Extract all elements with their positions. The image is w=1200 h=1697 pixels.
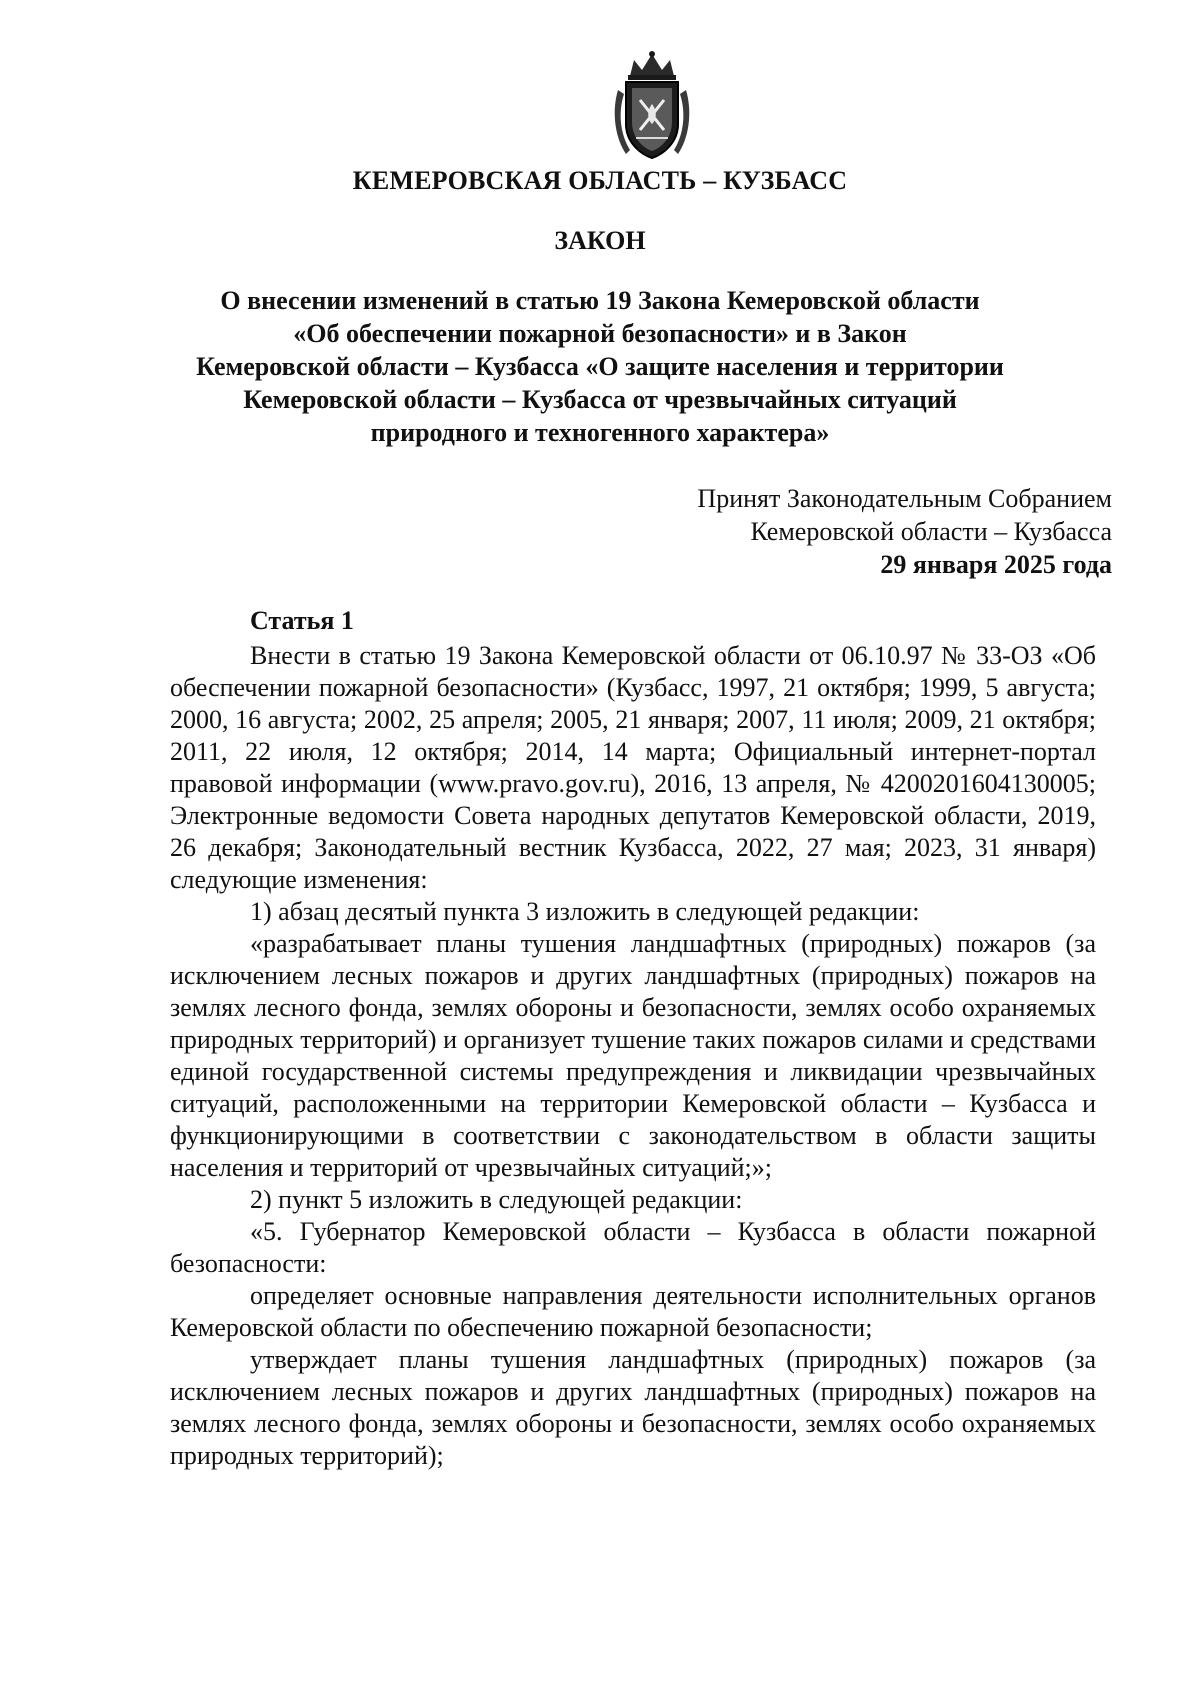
article-body (170, 640, 1096, 1472)
article-paragraph: Внести в статью 19 Закона Кемеровской области от 06.10.97 № 33-ОЗ «Об обеспечении пожарной безопасности» (Кузбасс, 1997, 21 октября; 1999, 5 августа; 2000, 16 августа; 2002, 25 апреля; 2005, 21 января; 2007, 11 июля; 2009, 21 октября; 2011, 22 июля, 12 октября; 2014, 14 марта; Официальный интернет-портал правовой информации (www.pravo.gov.ru), 2016, 13 апреля, № 4200201604130005; Электронные ведомости Совета народных депутатов Кемеровской области, 2019, 26 декабря; Законодательный вестник Кузбасса, 2022, 27 мая; 2023, 31 января) следующие изменения: (170, 641, 1096, 894)
article-paragraph: «5. Губернатор Кемеровской области – Кузбасса в области пожарной безопасности: (170, 1217, 1096, 1278)
law-subject-line: О внесении изменений в статью 19 Закона Кемеровской области (220, 286, 980, 315)
article-paragraph: 2) пункт 5 изложить в следующей редакции: (250, 1185, 743, 1214)
article-heading: Статья 1 (250, 606, 354, 635)
law-subject (180, 284, 1020, 449)
law-subject-line: природного и техногенного характера» (370, 418, 830, 447)
article-paragraph: определяет основные направления деятельности исполнительных органов Кемеровской области по обеспечению пожарной безопасности; (170, 1281, 1096, 1342)
article-paragraph: «разрабатывает планы тушения ландшафтных (природных) пожаров (за исключением лесных пожаров и других ландшафтных (природных) пожаров на землях лесного фонда, землях обороны и безопасности, землях особо охраняемых природных территорий) и организует тушение таких пожаров силами и средствами единой государственной системы предупреждения и ликвидации чрезвычайных ситуаций, расположенными на территории Кемеровской области – Кузбасса и функционирующими в соответствии с законодательством в области защиты населения и территорий от чрезвычайных ситуаций;»; (170, 929, 1096, 1182)
adoption-block (697, 482, 1112, 581)
adoption-date: 29 января 2025 года (880, 550, 1112, 579)
law-subject-line: Кемеровской области – Кузбасса «О защите населения и территории (196, 352, 1004, 381)
article-paragraph: 1) абзац десятый пункта 3 изложить в следующей редакции: (250, 897, 920, 926)
region-title: КЕМЕРОВСКАЯ ОБЛАСТЬ – КУЗБАСС (352, 166, 848, 195)
document-type: ЗАКОН (554, 226, 646, 255)
adoption-line: Принят Законодательным Собранием (697, 484, 1112, 513)
adoption-line: Кемеровской области – Кузбасса (750, 517, 1112, 546)
article-paragraph: утверждает планы тушения ландшафтных (природных) пожаров (за исключением лесных пожаров и других ландшафтных (природных) пожаров на землях лесного фонда, землях обороны и безопасности, землях особо охраняемых природных территорий); (170, 1345, 1096, 1470)
law-subject-line: Кемеровской области – Кузбасса от чрезвычайных ситуаций (243, 385, 957, 414)
law-subject-line: «Об обеспечении пожарной безопасности» и в Закон (293, 319, 907, 348)
coat-of-arms-icon (610, 50, 694, 162)
